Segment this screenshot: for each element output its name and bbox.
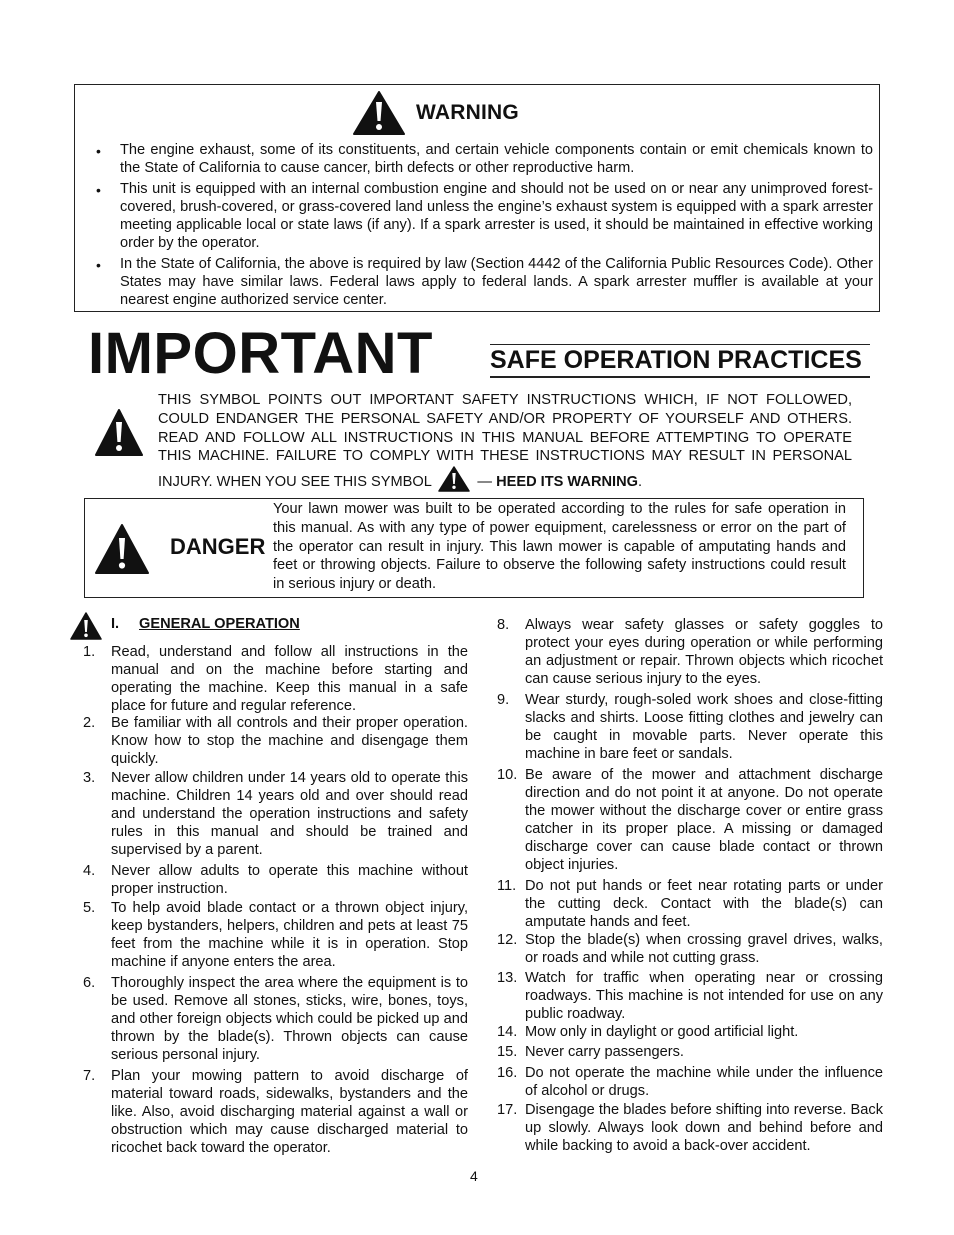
item-text: Never carry passengers. [525,1044,684,1060]
safe-operation-title: SAFE OPERATION PRACTICES [490,344,870,378]
item-number: 3. [83,770,96,786]
item-text: Never allow adults to operate this machine without proper instruction. [111,863,468,898]
item-number: 10. [497,767,518,783]
item-number: 9. [497,692,510,708]
heed-period: . [637,474,643,491]
warning-title: WARNING [416,101,519,124]
page-number: 4 [470,1168,478,1184]
symbol-explanation [158,391,852,492]
item-text: Be aware of the mower and attachment discharge direction and do not point it at anyone. Do not operate the mower without the discharge cover or entire grass catcher in its proper place. A missing or damaged discharge cover can cause blade contact or thrown object injuries. [525,767,883,874]
item-number: 7. [83,1068,96,1084]
section-heading [111,616,300,632]
item-text: Thoroughly inspect the area where the equipment is to be used. Remove all stones, sticks, wire, bones, toys, and other foreign objects which could be picked up and thrown by the blade(s). Thrown objects can cause serious personal injury. [111,975,468,1064]
item-text: Do not operate the machine while under the influence of alcohol or drugs. [525,1065,883,1100]
item-text: Watch for traffic when operating near or crossing roadways. This machine is not intended for use on any public roadway. [525,970,883,1023]
danger-triangle-icon [94,523,150,575]
warning-bullet: This unit is equipped with an internal combustion engine and should not be used on or near any unimproved forest-covered, brush-covered, or grass-covered land unless the engine’s exhaust system is equipped with a spark arrester meeting applicable local or state laws (if any). If a spark arrester is used, it should be maintained in effective working order by the operator. [120,181,873,252]
section-number: I. [111,616,120,632]
item-number: 11. [497,878,517,894]
item-text: Be familiar with all controls and their proper operation. Know how to stop the machine and disengage them quickly. [111,715,468,768]
item-number: 17. [497,1102,518,1118]
warning-bullet-dot: • [96,143,101,159]
warning-bullet-dot: • [96,257,101,273]
symbol-explanation-text: THIS SYMBOL POINTS OUT IMPORTANT SAFETY INSTRUCTIONS WHICH, IF NOT FOLLOWED, COULD ENDANGER THE PERSONAL SAFETY AND/OR PROPERTY OF YOURSELF AND OTHERS. READ AND FOLLOW ALL INSTRUCTIONS IN THIS MANUAL BEFORE ATTEMPTING TO OPERATE THIS MACHINE. FAILURE TO COMPLY WITH THESE INSTRUCTIONS MAY RESULT IN PERSONAL INJURY. WHEN YOU SEE THIS SYMBOL [158,392,852,491]
item-number: 6. [83,975,96,991]
warning-bullet: The engine exhaust, some of its constituents, and certain vehicle components contain or emit chemicals known to the State of California to cause cancer, birth defects or other reproductive harm. [120,142,873,177]
item-number: 13. [497,970,518,986]
item-text: Mow only in daylight or good artificial light. [525,1024,799,1040]
warning-triangle-icon [352,90,406,136]
item-text: To help avoid blade contact or a thrown object injury, keep bystanders, helpers, children and pets at least 75 feet from the machine while it is in operation. Stop machine if anyone enters the area. [111,900,468,971]
warning-bullet-dot: • [96,182,101,198]
item-text: Disengage the blades before shifting into reverse. Back up slowly. Always look down and behind before and while backing to avoid a back-over accident. [525,1102,883,1155]
item-number: 8. [497,617,510,633]
warning-header [352,90,519,136]
inline-warning-icon [438,466,470,492]
item-number: 1. [83,644,96,660]
warning-bullet: In the State of California, the above is required by law (Section 4442 of the California Public Resources Code). Other States may have similar laws. Federal laws apply to federal lands. A spark arrester muffler is available at your nearest engine authorized service center. [120,256,873,309]
section-title: GENERAL OPERATION [139,616,300,632]
danger-text: Your lawn mower was built to be operated according to the rules for safe operation in this manual. As with any type of power equipment, carelessness or error on the part of the operator can result in injury. This lawn mower is capable of amputating hands and feet or throwing objects. Failure to observe the following safety instructions could result in serious injury or death. [273,501,846,593]
item-text: Never allow children under 14 years old to operate this machine. Children 14 years old and over should read and understand the operation instructions and safety rules in this manual and should be trained and supervised by a parent. [111,770,468,859]
item-number: 12. [497,932,518,948]
item-number: 5. [83,900,96,916]
item-number: 16. [497,1065,518,1081]
heed-dash: — [477,474,493,491]
item-number: 2. [83,715,96,731]
safety-alert-icon [94,408,144,458]
heed-its-warning: HEED ITS WARNING [496,474,638,491]
item-number: 4. [83,863,96,879]
section-warning-icon [70,612,102,640]
item-text: Read, understand and follow all instructions in the manual and on the machine before starting and operating the machine. Keep this manual in a safe place for future and regular reference. [111,644,468,715]
item-text: Do not put hands or feet near rotating parts or under the cutting deck. Contact with the blade(s) can amputate hands and feet. [525,878,883,931]
item-text: Stop the blade(s) when crossing gravel drives, walks, or roads and while not cutting grass. [525,932,883,967]
danger-label: DANGER [170,534,266,559]
item-number: 15. [497,1044,518,1060]
item-text: Always wear safety glasses or safety goggles to protect your eyes during operation or while performing an adjustment or repair. Thrown objects which ricochet can cause serious injury to the eyes. [525,617,883,688]
item-text: Wear sturdy, rough-soled work shoes and close-fitting slacks and shirts. Loose fitting clothes and jewelry can be caught in movable parts. Never operate this machine in bare feet or sandals. [525,692,883,763]
item-number: 14. [497,1024,518,1040]
item-text: Plan your mowing pattern to avoid discharge of material toward roads, sidewalks, bystanders and the like. Also, avoid discharging material against a wall or obstruction which may cause discharged material to ricochet back toward the operator. [111,1068,468,1157]
important-title: IMPORTANT [88,321,433,386]
